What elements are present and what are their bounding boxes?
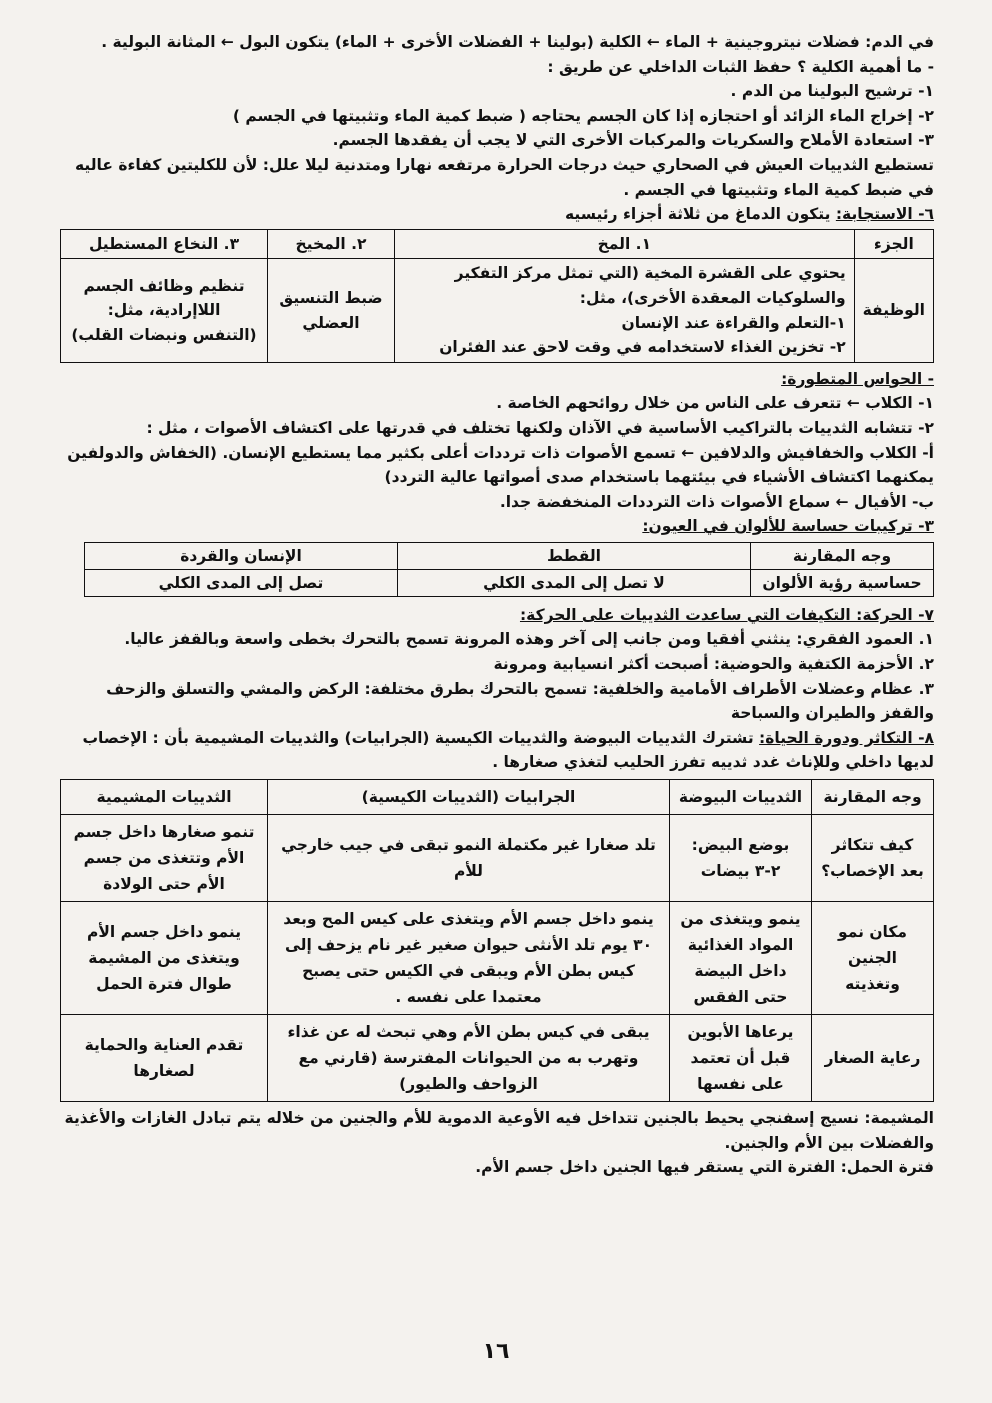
function-row-label: الوظيفة (854, 259, 933, 362)
gestation-definition: فترة الحمل: الفترة التي يستقر فيها الجنين داخل جسم الأم. (475, 1158, 934, 1177)
table-header-cell: ٢. المخيخ (268, 229, 395, 259)
movement-item: ١. العمود الفقري: ينثني أفقيا ومن جانب إلى آخر وهذه المرونة تسمح بالتحرك بخطى واسعة وبالقفز عاليا. (124, 630, 934, 649)
reproduction-heading (60, 726, 934, 775)
kidney-function-2: ٢- إخراج الماء الزائد أو احتجازه إذا كان الجسم يحتاجه ( ضبط كمية الماء وتثبيتها في الجسم ) (232, 106, 934, 125)
table-cell: لا تصل إلى المدى الكلي (398, 569, 751, 596)
table-cell: كيف تتكاثر بعد الإخصاب؟ (812, 815, 934, 902)
response-text: يتكون الدماغ من ثلاثة أجزاء رئيسيه (564, 205, 831, 224)
senses-line: ب- الأفيال ← سماع الأصوات ذات الترددات المنخفضة جدا. (499, 492, 934, 511)
movement-title: ٧- الحركة: التكيفات التي ساعدت الثدييات على الحركة: (519, 605, 934, 624)
eyes-title: ٣- تركيبات حساسة للألوان في العيون: (642, 517, 934, 536)
table-header-row (85, 542, 934, 569)
cell-line: ١-التعلم والقراءة عند الإنسان (621, 313, 846, 332)
movement-item: ٣. عظام وعضلات الأطراف الأمامية والخلفية: تسمح بالتحرك بطرق مختلفة: الركض والمشي والتسلق والزحف والقفز والطيران والسباحة (106, 679, 934, 723)
table-header-cell: ١. المخ (395, 229, 855, 259)
table-cell: يبقى في كيس بطن الأم وهي تبحث له عن غذاء وتهرب به من الحيوانات المفترسة (قارني مع الزواحف والطيور) (268, 1015, 670, 1102)
desert-mammals-paragraph: تستطيع الثدييات العيش في الصحاري حيث درجات الحرارة مرتفعه نهارا ومتدنية ليلا علل: لأن للكليتين كفاءة عاليه في ضبط كمية الماء وتثبيتها في الجسم . (75, 155, 934, 199)
cell-line: تنظيم وظائف الجسم (83, 276, 245, 295)
cell-line: اللاإرادية، مثل: (107, 301, 221, 320)
table-cell: رعاية الصغار (812, 1015, 934, 1102)
table-header-row (61, 229, 934, 259)
reproduction-title: ٨- التكاثر ودورة الحياة: (759, 728, 934, 747)
table-header-row (61, 780, 934, 815)
color-vision-table (84, 542, 934, 597)
cell-line: والسلوكيات المعقدة الأخرى)، مثل: (579, 288, 846, 307)
table-row (61, 815, 934, 902)
table-cell: مكان نمو الجنين وتغذيته (812, 902, 934, 1015)
table-header-cell: ٣. النخاع المستطيل (61, 229, 268, 259)
table-header-cell: القطط (398, 542, 751, 569)
cerebellum-function-cell: ضبط التنسيق العضلي (268, 259, 395, 362)
table-row (85, 569, 934, 596)
table-header-cell: الثدييات البيوضة (670, 780, 812, 815)
brain-parts-table (60, 229, 934, 363)
definitions-section (60, 1106, 934, 1180)
cerebrum-function-cell (395, 259, 855, 362)
reproduction-table (60, 779, 934, 1102)
senses-title: - الحواس المتطورة: (781, 369, 934, 388)
kidney-importance-question: - ما أهمية الكلية ؟ حفظ الثبات الداخلي عن طريق : (547, 57, 934, 76)
table-header-cell: الثدييات المشيمية (61, 780, 268, 815)
table-cell: تقدم العناية والحماية لصغارها (61, 1015, 268, 1102)
table-header-cell: وجه المقارنة (751, 542, 934, 569)
table-cell: ينمو ويتغذى من المواد الغذائية داخل البيضة حتى الفقس (670, 902, 812, 1015)
movement-item: ٢. الأحزمة الكتفية والحوضية: أصبحت أكثر انسيابية ومرونة (493, 655, 934, 674)
table-header-cell: الجرابيات (الثدييات الكيسية) (268, 780, 670, 815)
table-header-cell: وجه المقارنة (812, 780, 934, 815)
response-heading (60, 202, 934, 227)
table-cell: ينمو داخل جسم الأم ويتغذى من المشيمة طوال فترة الحمل (61, 902, 268, 1015)
senses-line: أ- الكلاب والخفافيش والدلافين ← تسمع الأصوات ذات ترددات أعلى بكثير مما يستطيع الإنسان. (الخفاش والدولفين يمكنهما اكتشاف الأشياء في بيئتهما باستخدام صدى أصواتها عالية التردد) (67, 443, 934, 487)
cell-line: يحتوي على القشرة المخية (التي تمثل مركز التفكير (454, 264, 846, 283)
page-number: ١٦ (482, 1339, 510, 1364)
placenta-definition: المشيمة: نسيج إسفنجي يحيط بالجنين تتداخل فيه الأوعية الدموية للأم والجنين من خلاله يتم تبادل الغازات والأغذية والفضلات بين الأم والجنين. (64, 1109, 934, 1152)
kidney-section (60, 30, 934, 202)
response-title: ٦- الاستجابة: (835, 205, 934, 224)
medulla-function-cell (61, 259, 268, 362)
kidney-function-1: ١- ترشيح البولينا من الدم . (730, 82, 934, 101)
table-row (61, 259, 934, 362)
table-cell: يرعاها الأبوين قبل أن تعتمد على نفسها (670, 1015, 812, 1102)
table-cell: تلد صغارا غير مكتملة النمو تبقى في جيب خارجي للأم (268, 815, 670, 902)
cell-line: (التنفس ونبضات القلب) (71, 325, 257, 344)
table-row (61, 1015, 934, 1102)
kidney-function-3: ٣- استعادة الأملاح والسكريات والمركبات الأخرى التي لا يجب أن يفقدها الجسم. (332, 131, 934, 150)
senses-section (60, 367, 934, 539)
reproduction-text: تشترك الثدييات البيوضة والثدييات الكيسية (الجرابيات) والثدييات المشيمية بأن : الإخصاب لديها داخلي وللإناث غدد ثدييه تفرز الحليب لتغذي صغارها . (82, 728, 934, 772)
senses-line: ٢- تتشابه الثدييات بالتراكيب الأساسية في الآذان ولكنها تختلف في قدرتها على اكتشاف الأصوات ، مثل : (146, 418, 934, 437)
table-header-cell: الجزء (854, 229, 933, 259)
movement-section (60, 603, 934, 726)
table-cell: تنمو صغارها داخل جسم الأم وتتغذى من جسم الأم حتى الولادة (61, 815, 268, 902)
table-cell: تصل إلى المدى الكلي (85, 569, 398, 596)
senses-line: ١- الكلاب ← تتعرف على الناس من خلال روائحهم الخاصة . (496, 394, 934, 413)
table-cell: حساسية رؤية الألوان (751, 569, 934, 596)
cell-line: ٢- تخزين الغذاء لاستخدامه في وقت لاحق عند الفئران (439, 338, 846, 357)
blood-to-urine-line: في الدم: فضلات نيتروجينية + الماء ← الكلية (بولينا + الفضلات الأخرى + الماء) يتكون البول ← المثانة البولية . (101, 33, 934, 51)
table-cell: ينمو داخل جسم الأم ويتغذى على كيس المح وبعد ٣٠ يوم تلد الأنثى حيوان صغير غير نام يزحف إلى كيس بطن الأم ويبقى في الكيس حتى يصبح معتمدا على نفسه . (268, 902, 670, 1015)
table-row (61, 902, 934, 1015)
table-cell: بوضع البيض: ٢-٣ بيضات (670, 815, 812, 902)
table-header-cell: الإنسان والقردة (85, 542, 398, 569)
